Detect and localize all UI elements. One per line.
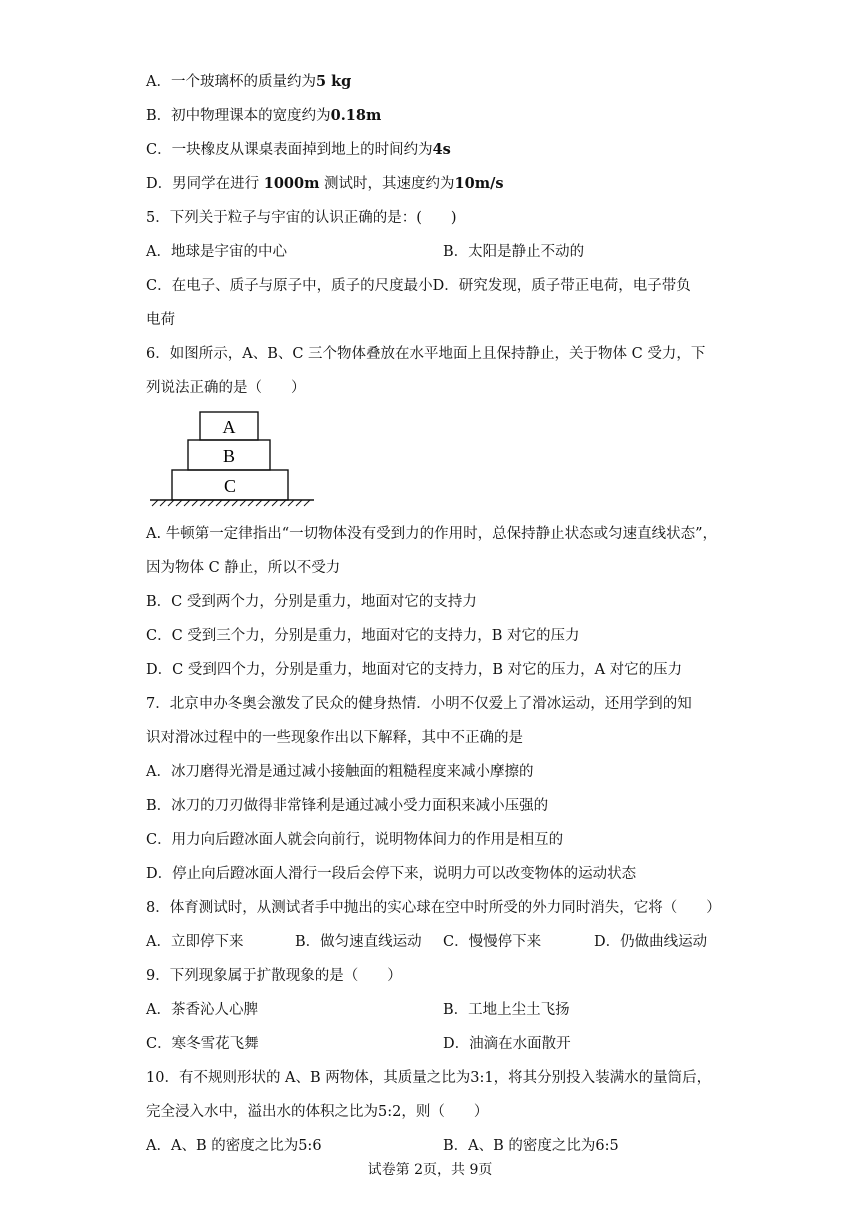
- q4-option-b-text: B．初中物理课本的宽度约为: [146, 108, 331, 124]
- q7-option-a: A．冰刀磨得光滑是通过减小接触面的粗糙程度来减小摩擦的: [146, 764, 534, 780]
- ground-hatching: [152, 500, 310, 506]
- q7-option-b: B．冰刀的刀刃做得非常锋利是通过减小受力面积来减小压强的: [146, 798, 549, 814]
- q4-option-c-value: 4s: [432, 141, 451, 158]
- q5-option-d-cont: 电荷: [146, 312, 175, 328]
- q4-option-a: [146, 72, 351, 92]
- q10-stem-line2: 完全浸入水中，溢出水的体积之比为5:2，则（ ）: [146, 1104, 489, 1120]
- q10-option-b: B．A、B 的密度之比为6:5: [443, 1138, 619, 1154]
- q6-stem-line2: 列说法正确的是（ ）: [146, 380, 306, 396]
- q6-option-d: D．C 受到四个力，分别是重力，地面对它的支持力，B 对它的压力，A 对它的压力: [146, 662, 683, 678]
- q8-option-b: B．做匀速直线运动: [295, 934, 422, 950]
- block-b-label: B: [222, 446, 236, 466]
- q9-stem: 9．下列现象属于扩散现象的是（ ）: [146, 968, 402, 984]
- q8-stem: 8．体育测试时，从测试者手中抛出的实心球在空中时所受的外力同时消失，它将（ ）: [146, 900, 721, 916]
- q4-option-a-value: 5 kg: [315, 73, 352, 90]
- q10-option-a: A．A、B 的密度之比为5:6: [146, 1138, 322, 1154]
- q9-option-b: B．工地上尘土飞扬: [443, 1002, 570, 1018]
- q4-option-d-mid: 测试时，其速度约为: [324, 176, 455, 192]
- page-footer: 试卷第 2页，共 9页: [367, 1162, 493, 1178]
- q9-option-c: C．寒冬雪花飞舞: [146, 1036, 259, 1052]
- q4-option-d: [146, 174, 504, 194]
- q10-stem-line1: 10．有不规则形状的 A、B 两物体，其质量之比为3:1，将其分别投入装满水的量筒后，: [146, 1070, 712, 1086]
- block-a-label: A: [222, 417, 236, 437]
- q7-option-d: D．停止向后蹬冰面人滑行一段后会停下来，说明力可以改变物体的运动状态: [146, 866, 637, 882]
- q7-stem-line1: 7．北京申办冬奥会激发了民众的健身热情．小明不仅爱上了滑冰运动，还用学到的知: [146, 696, 692, 712]
- q6-stem-line1: 6．如图所示，A、B、C 三个物体叠放在水平地面上且保持静止，关于物体 C 受力，下: [146, 346, 706, 362]
- q7-option-c: C．用力向后蹬冰面人就会向前行，说明物体间力的作用是相互的: [146, 832, 564, 848]
- q8-option-d: D．仍做曲线运动: [594, 934, 708, 950]
- q4-option-b-value: 0.18m: [330, 107, 382, 124]
- q4-option-a-text: A．一个玻璃杯的质量约为: [146, 74, 316, 90]
- block-c-label: C: [223, 476, 237, 496]
- q9-option-a: A．茶香沁人心脾: [146, 1002, 258, 1018]
- q4-option-c: [146, 140, 451, 160]
- q6-option-c: C．C 受到三个力，分别是重力，地面对它的支持力，B 对它的压力: [146, 628, 580, 644]
- q5-option-a: A．地球是宇宙的中心: [146, 244, 287, 260]
- q4-option-d-value2: 10m/s: [454, 175, 504, 192]
- q5-stem: 5．下列关于粒子与宇宙的认识正确的是：( ): [146, 210, 457, 226]
- q4-option-d-text: D．男同学在进行: [146, 176, 260, 192]
- q9-option-d: D．油滴在水面散开: [443, 1036, 571, 1052]
- q8-option-a: A．立即停下来: [146, 934, 244, 950]
- q6-option-a-line1: A. 牛顿第一定律指出“一切物体没有受到力的作用时，总保持静止状态或匀速直线状态”，: [146, 526, 718, 542]
- q4-option-b: [146, 106, 381, 126]
- q4-option-d-value1: 1000m: [263, 175, 320, 192]
- q6-option-b: B．C 受到两个力，分别是重力，地面对它的支持力: [146, 594, 477, 610]
- q8-option-c: C．慢慢停下来: [443, 934, 542, 950]
- q6-option-a-line2: 因为物体 C 静止，所以不受力: [146, 560, 341, 576]
- stacked-blocks-figure: [148, 408, 318, 508]
- q4-option-c-text: C．一块橡皮从课桌表面掉到地上的时间约为: [146, 142, 433, 158]
- q7-stem-line2: 识对滑冰过程中的一些现象作出以下解释，其中不正确的是: [146, 730, 523, 746]
- q5-option-cd: C．在电子、质子与原子中，质子的尺度最小D．研究发现，质子带正电荷，电子带负: [146, 278, 691, 294]
- q5-option-b: B．太阳是静止不动的: [443, 244, 585, 260]
